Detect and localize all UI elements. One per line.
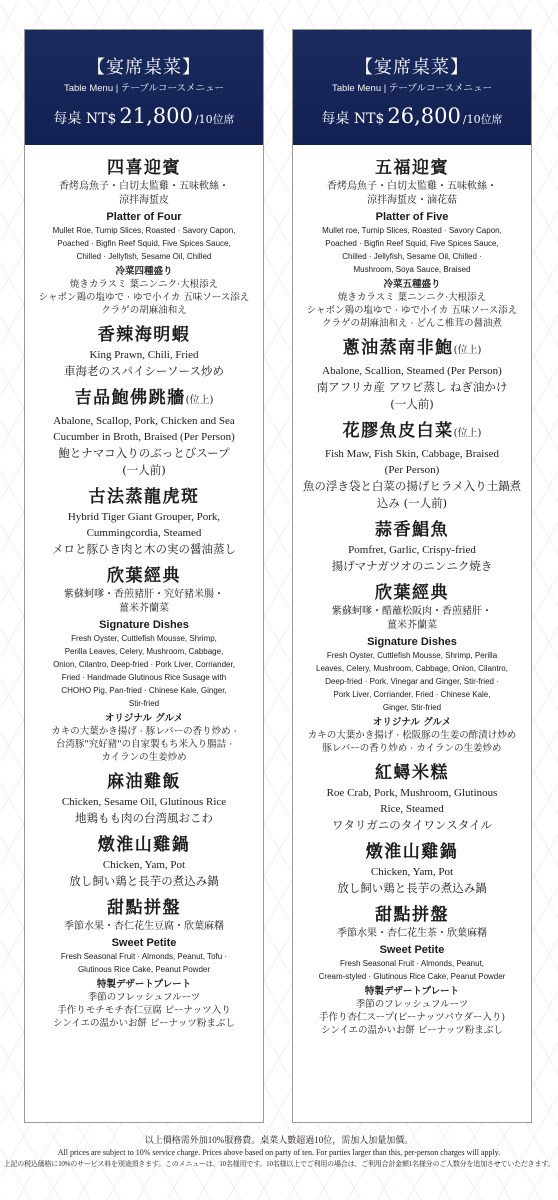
dish-description-line: Chicken, Sesame Oil, Glutinous Rice [61, 796, 227, 808]
dish-description-line: (一人前) [390, 397, 434, 411]
dish-description-line: ワタリガニのタイワンスタイル [332, 818, 492, 832]
dish-description-line: シャボン鶏の塩ゆで · ゆで小イカ 五味ソース添え [38, 292, 250, 303]
dish-description-line: 手作りモチモチ杏仁豆腐 ピーナッツ入り [57, 1005, 231, 1016]
dish-name-text: 香辣海明蝦 [97, 325, 191, 345]
dish-name-text: 吉品鮑佛跳牆 [74, 388, 186, 408]
dish-description-line: Chicken, Yam, Pot [370, 866, 454, 878]
dish-description-line: 車海老のスパイシーソース炒め [64, 364, 224, 378]
dish-description-line: 薑米芥蘭菜 [387, 620, 437, 631]
dish-name [25, 898, 263, 918]
dish-description-line: Fresh Oyster, Cuttlefish Mousse, Shrimp, Perilla [326, 651, 498, 660]
dish-description-line: Poached · Bigfin Reef Squid, Five Spices Sauce, [57, 239, 231, 248]
price-unit: /10位席 [462, 113, 503, 126]
dish-description-line: 冷菜四種盛り [115, 266, 173, 277]
dish-item [293, 583, 531, 755]
dish-description-line: 魚の浮き袋と白菜の揚げヒラメ入り土鍋煮 [302, 479, 522, 493]
dish-item [25, 566, 263, 764]
dish-description-line: Platter of Five [375, 211, 449, 223]
dish-description-line: 鮑とナマコ入りのぶっとびスープ [58, 446, 230, 460]
dish-name [25, 772, 263, 792]
dish-description-line: シンイエの温かいお餅 ピーナッツ粉まぶし [53, 1018, 235, 1029]
price-amount: 21,800 [119, 104, 193, 128]
dish-description-line: メロと豚ひき肉と木の実の醤油蒸し [52, 542, 236, 556]
dish-name [293, 158, 531, 178]
dish-name [25, 566, 263, 586]
dish-description-line: シンイエの温かいお餅 ピーナッツ粉まぶし [321, 1025, 503, 1036]
dish-description-line: 涼拌海蜇皮 [119, 195, 169, 206]
dish-description-line: カキの大葉かき揚げ · 豚レバーの香り炒め · [51, 726, 237, 737]
dish-name [293, 338, 531, 361]
dish-description-line: Abalone, Scallion, Steamed (Per Person) [322, 365, 502, 377]
dish-name [25, 487, 263, 507]
dish-description-line: Ginger, Stir-fried [382, 703, 442, 712]
dish-description-line: Cucumber in Broth, Braised (Per Person) [53, 431, 235, 443]
dish-description-line: Cream-styled · Glutinous Rice Cake, Peanut Powder [318, 972, 506, 981]
dish-description-line: クラゲの胡麻油和え · どんこ椎茸の醤油煮 [321, 318, 503, 329]
dish-description-line: オリジナル グルメ [104, 713, 184, 724]
dish-description-line: 放し飼い鶏と長芋の煮込み鍋 [337, 881, 487, 895]
dish-description-line: シャボン鶏の塩ゆで · ゆで小イカ 五味ソース添え [306, 305, 518, 316]
dish-description-line: 地鶏もも肉の台湾風おこわ [75, 811, 213, 825]
dish-list [25, 145, 263, 1030]
dish-item [25, 898, 263, 1030]
dish-description-line: Sweet Petite [111, 937, 177, 949]
dish-name [293, 421, 531, 444]
menu-title: 【宴席桌菜】 [87, 57, 201, 78]
dish-description-line: カイランの生姜炒め [101, 752, 187, 763]
dish-description-line: Chicken, Yam, Pot [102, 859, 186, 871]
menu-column-21800 [24, 29, 264, 1123]
menu-price [293, 103, 531, 133]
dish-description-line: 手作り杏仁スープ(ピーナッツパウダー入り) [318, 1012, 506, 1023]
footer-notes [0, 1134, 558, 1170]
dish-name [293, 842, 531, 862]
dish-description-line: 薑米芥蘭菜 [119, 603, 169, 614]
dish-item [293, 842, 531, 897]
dish-description-line: Stir-fried [128, 699, 160, 708]
menu-header [293, 30, 531, 145]
dish-name-text: 甜點拼盤 [375, 905, 449, 925]
dish-description-line: Abalone, Scallop, Pork, Chicken and Sea [53, 415, 235, 427]
dish-description-line: Fried · Handmade Glutinous Rice Susage with [61, 673, 227, 682]
dish-description-line: Glutinous Rice Cake, Peanut Powder [77, 965, 211, 974]
dish-name-text: 甜點拼盤 [107, 898, 181, 918]
dish-description-line: Pomfret, Garlic, Crispy-fried [348, 544, 476, 556]
dish-description-line: 特製デザートプレート [364, 986, 460, 997]
price-label: 每桌 NT$ [53, 111, 117, 127]
footer-note-japanese: 上記の税込価格に10%のサービス料を別途頂きます。このメニューは、10名様用です。10名様以上でご利用の場合は、ご利用合計金額1名様分のご人数分を追加させていただきます。 [3, 1160, 555, 1168]
menu-header [25, 30, 263, 145]
dish-description-line: Chilled · Jellyfish, Sesame Oil, Chilled · [342, 252, 482, 261]
dish-name-text: 四喜迎賓 [107, 158, 181, 178]
dish-description-line: Signature Dishes [367, 636, 457, 648]
dish-name-text: 花膠魚皮白菜 [342, 421, 454, 441]
dish-description-line: 揚げマナガツオのニンニク焼き [331, 559, 493, 573]
dish-description-line: Onion, Cilantro, Deep-fried · Pork Liver, Corriander, [53, 660, 235, 669]
menu-column-26800 [292, 29, 532, 1123]
dish-description-line: CHOHO Pig, Pan-fried · Chinese Kale, Ginger, [61, 686, 227, 695]
dish-description-line: Fresh Seasonal Fruit · Almonds, Peanut, [339, 959, 485, 968]
dish-description-line: カキの大葉かき揚げ · 松阪豚の生姜の酢漬け炒め [307, 730, 517, 741]
menu-price [25, 103, 263, 133]
dish-description-line: オリジナル グルメ [372, 717, 452, 728]
dish-description-line: Perilla Leaves, Celery, Mushroom, Cabbage, [64, 647, 224, 656]
footer-note-english: All prices are subject to 10% service charge. Prices above based on party of ten. For parties larger than this, per-person charges will apply. [57, 1148, 501, 1157]
dish-description-line: 紫蘇蚵嗲・醋蘸松阪肉・香煎豬肝・ [332, 606, 492, 617]
dish-name-text: 欣葉經典 [375, 583, 449, 603]
dish-description-line: Mushroom, Soya Sauce, Braised [353, 265, 471, 274]
dish-name [25, 388, 263, 411]
dish-description-line: Leaves, Celery, Mushroom, Cabbage, Onion, Cilantro, [316, 664, 508, 673]
dish-description-line: (Per Person) [384, 464, 440, 476]
dish-description-line: Signature Dishes [99, 619, 189, 631]
dish-description-line: Fresh Seasonal Fruit · Almonds, Peanut, Tofu · [60, 952, 228, 961]
dish-description-line: (一人前) [122, 463, 166, 477]
dish-list [293, 145, 531, 1037]
dish-name [25, 158, 263, 178]
per-person-tag: (位上) [453, 345, 482, 356]
dish-name [25, 835, 263, 855]
dish-item [25, 158, 263, 317]
dish-description-line: 紫蘇蚵嗲・香煎豬肝・究好豬米腸・ [64, 589, 224, 600]
dish-name [293, 763, 531, 783]
price-amount: 26,800 [387, 104, 461, 128]
dish-description-line: 季節のフレッシュフルーツ [87, 992, 201, 1003]
dish-description-line: Mullet roe, Turnip Slices, Roasted · Savory Capon, [322, 226, 502, 235]
dish-description-line: 季節水果・杏仁花生豆腐・欣葉麻糬 [64, 921, 224, 932]
dish-name-text: 蒜香鯧魚 [375, 520, 449, 540]
dish-item [293, 421, 531, 512]
dish-name [293, 583, 531, 603]
dish-description-line: Hybrid Tiger Giant Grouper, Pork, [67, 511, 221, 523]
dish-description-line: 豚レバーの香り炒め · カイランの生姜炒め [322, 743, 502, 754]
dish-description-line: 南アフリカ産 アワビ蒸し ねぎ油かけ [316, 380, 508, 394]
dish-description-line: Fresh Oyster, Cuttlefish Mousse, Shrimp, [71, 634, 217, 643]
dish-name-text: 欣葉經典 [107, 566, 181, 586]
dish-description-line: 込み (一人前) [376, 496, 448, 510]
menu-subtitle: Table Menu | テーブルコースメニュー [331, 83, 493, 94]
per-person-tag: (位上) [185, 395, 214, 406]
dish-description-line: 放し飼い鶏と長芋の煮込み鍋 [69, 874, 219, 888]
dish-name-text: 燉淮山雞鍋 [365, 842, 459, 862]
dish-item [25, 487, 263, 558]
dish-item [293, 905, 531, 1037]
dish-description-line: 焼きカラスミ 葉ニンニク·大根添え [69, 279, 219, 290]
dish-description-line: Fish Maw, Fish Skin, Cabbage, Braised [324, 448, 500, 460]
menu-subtitle: Table Menu | テーブルコースメニュー [63, 83, 225, 94]
menu-title: 【宴席桌菜】 [355, 57, 469, 78]
dish-item [293, 338, 531, 413]
dish-name-text: 紅蟳米糕 [375, 763, 449, 783]
dish-description-line: 冷菜五種盛り [383, 279, 441, 290]
dish-description-line: 香烤烏魚子・白切太監雞・五味軟絲・ [59, 181, 229, 192]
dish-description-line: Mullet Roe, Turnip Slices, Roasted · Savory Capon, [52, 226, 236, 235]
dish-description-line: Cummingcordia, Steamed [86, 527, 202, 539]
dish-description-line: Chilled · Jellyfish, Sesame Oil, Chilled [76, 252, 212, 261]
dish-description-line: Sweet Petite [379, 944, 445, 956]
dish-description-line: 香烤烏魚子・白切太監雞・五味軟絲・ [327, 181, 497, 192]
dish-description-line: Roe Crab, Pork, Mushroom, Glutinous [326, 787, 498, 799]
dish-item [25, 388, 263, 479]
dish-description-line: 特製デザートプレート [96, 979, 192, 990]
dish-name-text: 蔥油蒸南非鮑 [342, 338, 454, 358]
dish-description-line: 焼きカラスミ 葉ニンニク·大根添え [337, 292, 487, 303]
dish-item [293, 520, 531, 575]
dish-description-line: 涼拌海蜇皮・滷花菇 [367, 195, 457, 206]
price-label: 每桌 NT$ [321, 111, 385, 127]
dish-name [25, 325, 263, 345]
dish-name-text: 燉淮山雞鍋 [97, 835, 191, 855]
dish-item [25, 325, 263, 380]
dish-description-line: Deep-fried · Pork, Vinegar and Ginger, Stir-fried · [325, 677, 499, 686]
dish-description-line: 季節のフレッシュフルーツ [355, 999, 469, 1010]
dish-name [293, 520, 531, 540]
dish-description-line: 季節水果・杏仁花生茶・欣葉麻糬 [337, 928, 487, 939]
per-person-tag: (位上) [453, 428, 482, 439]
dish-description-line: 台湾豚"究好豬"の自家製もち米入り腸詰 · [55, 739, 233, 750]
dish-description-line: クラゲの胡麻油和え [101, 305, 187, 316]
dish-description-line: Platter of Four [106, 211, 182, 223]
dish-description-line: King Prawn, Chili, Fried [89, 349, 199, 361]
footer-note-chinese: 以上價格需外加10%服務費。桌菜人數超過10位，需加人加量加價。 [144, 1135, 414, 1145]
dish-name-text: 古法蒸龍虎斑 [88, 487, 200, 507]
dish-item [293, 158, 531, 330]
dish-description-line: Pork Liver, Corriander, Fried · Chinese Kale, [333, 690, 491, 699]
dish-name-text: 麻油雞飯 [107, 772, 181, 792]
dish-item [293, 763, 531, 834]
dish-item [25, 835, 263, 890]
dish-name-text: 五福迎賓 [375, 158, 449, 178]
dish-name [293, 905, 531, 925]
price-unit: /10位席 [194, 113, 235, 126]
dish-description-line: Rice, Steamed [380, 803, 444, 815]
dish-description-line: Poached · Bigfin Reef Squid, Five Spices Sauce, [325, 239, 499, 248]
dish-item [25, 772, 263, 827]
